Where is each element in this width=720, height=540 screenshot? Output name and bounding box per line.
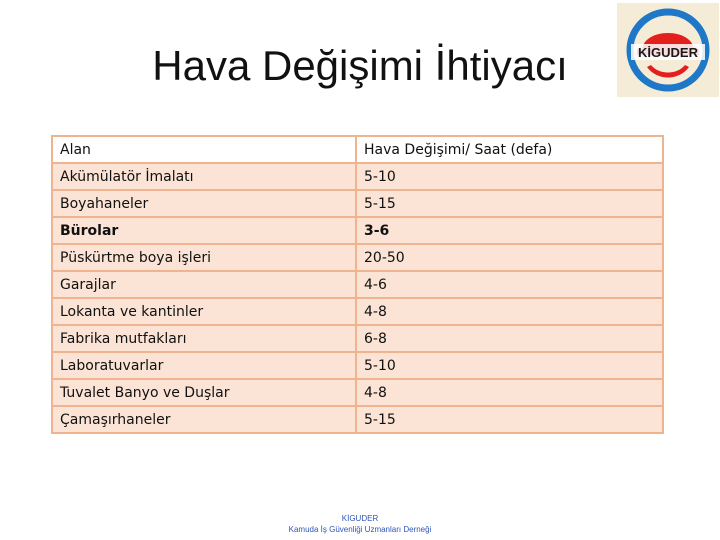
- table-row: [52, 271, 663, 298]
- row-air-change: 5-10: [356, 352, 663, 379]
- row-air-change: 20-50: [356, 244, 663, 271]
- row-area: Laboratuvarlar: [52, 352, 356, 379]
- logo-lower-arc: [647, 65, 689, 78]
- table-header-row: [52, 136, 663, 163]
- row-air-change: 6-8: [356, 325, 663, 352]
- slide-title: Hava Değişimi İhtiyacı: [152, 42, 568, 89]
- row-air-change: 5-10: [356, 163, 663, 190]
- row-air-change: 5-15: [356, 406, 663, 433]
- table-row: [52, 298, 663, 325]
- air-change-table: [51, 135, 664, 434]
- row-area: Boyahaneler: [52, 190, 356, 217]
- header-area: Alan: [52, 136, 356, 163]
- table-row: [52, 406, 663, 433]
- table-row: [52, 379, 663, 406]
- row-air-change: 4-6: [356, 271, 663, 298]
- kiguder-logo: [617, 3, 719, 97]
- logo-graphic: [617, 3, 719, 97]
- row-area: Lokanta ve kantinler: [52, 298, 356, 325]
- row-area: Fabrika mutfakları: [52, 325, 356, 352]
- table-row: [52, 217, 663, 244]
- header-air-change: Hava Değişimi/ Saat (defa): [356, 136, 663, 163]
- table-row: [52, 352, 663, 379]
- row-air-change: 5-15: [356, 190, 663, 217]
- table-row: [52, 244, 663, 271]
- table-row: [52, 190, 663, 217]
- footer-org-short: KİGUDER: [341, 514, 379, 523]
- table-row: [52, 325, 663, 352]
- table-row: [52, 163, 663, 190]
- row-air-change: 4-8: [356, 379, 663, 406]
- row-area: Tuvalet Banyo ve Duşlar: [52, 379, 356, 406]
- row-air-change: 4-8: [356, 298, 663, 325]
- row-area: Çamaşırhaneler: [52, 406, 356, 433]
- footer-org-full: Kamuda İş Güvenliği Uzmanları Derneği: [288, 525, 432, 534]
- logo-text: KİGUDER: [638, 45, 698, 60]
- row-area: Püskürtme boya işleri: [52, 244, 356, 271]
- row-air-change: 3-6: [356, 217, 663, 244]
- row-area: Akümülatör İmalatı: [52, 163, 356, 190]
- row-area: Garajlar: [52, 271, 356, 298]
- row-area: Bürolar: [52, 217, 356, 244]
